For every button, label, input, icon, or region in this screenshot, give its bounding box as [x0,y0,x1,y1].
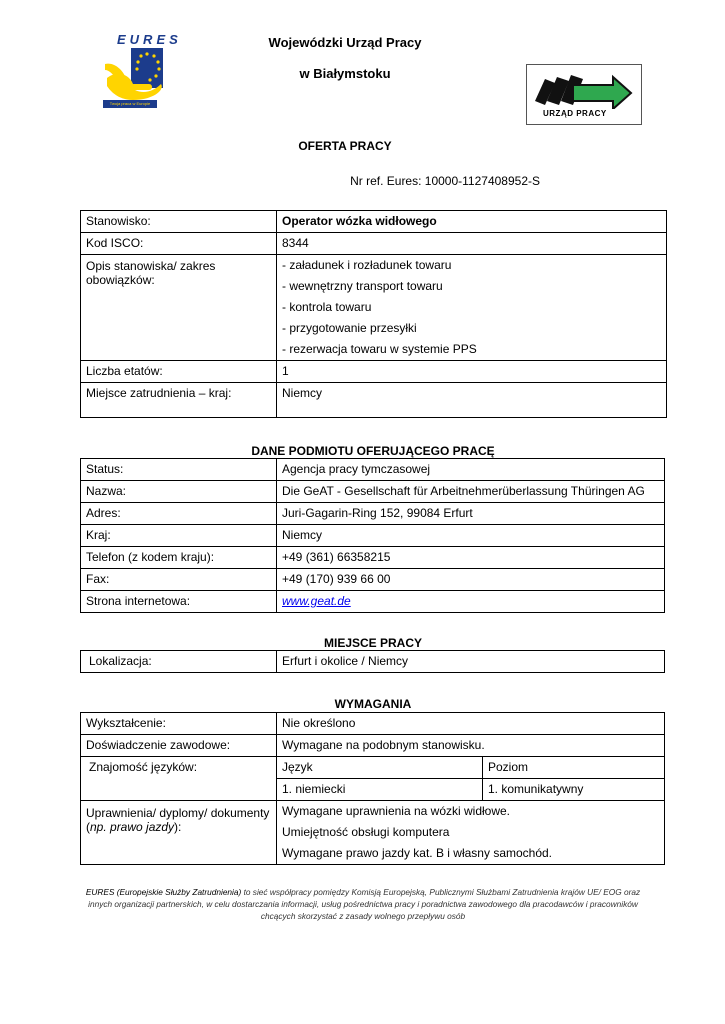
fax-label: Fax: [81,569,277,591]
table-row [81,503,665,525]
job-table [80,210,667,418]
workplace-table [80,650,665,673]
language-level: 1. komunikatywny [483,779,665,801]
reference-number: Nr ref. Eures: 10000-1127408952-S [350,174,540,188]
employer-table [80,458,665,613]
isco-label: Kod ISCO: [81,233,277,255]
address-label: Adres: [81,503,277,525]
eures-tagline: Twoja praca w Europie [103,100,157,108]
level-column-header: Poziom [483,757,665,779]
duty-item: - załadunek i rozładunek towaru [282,258,452,272]
location-value: Erfurt i okolice / Niemcy [277,651,665,673]
permit-item: Umiejętność obsługi komputera [282,825,450,839]
footer-note [80,886,646,922]
languages-label: Znajomość języków: [81,757,277,801]
website-label: Strona internetowa: [81,591,277,613]
name-label: Nazwa: [81,481,277,503]
table-row [81,525,665,547]
table-row [81,713,665,735]
fax-value: +49 (170) 939 66 00 [277,569,665,591]
duty-item: - kontrola towaru [282,300,372,314]
status-label: Status: [81,459,277,481]
phone-value: +49 (361) 66358215 [277,547,665,569]
table-row [81,651,665,673]
name-value: Die GeAT - Gesellschaft für Arbeitnehmerüberlassung Thüringen AG [277,481,665,503]
country-label: Miejsce zatrudnienia – kraj: [81,383,277,418]
position-label: Stanowisko: [81,211,277,233]
country-value: Niemcy [277,383,667,418]
address-value: Juri-Gagarin-Ring 152, 99084 Erfurt [277,503,665,525]
requirements-table [80,712,665,865]
position-value: Operator wózka widłowego [277,211,667,233]
language-column-header: Język [277,757,483,779]
urzad-pracy-logo [526,64,642,125]
education-label: Wykształcenie: [81,713,277,735]
table-row [81,255,667,361]
phone-label: Telefon (z kodem kraju): [81,547,277,569]
duties-list [277,255,667,361]
permits-label-text: Uprawnienia/ dyplomy/ dokumenty ( [86,806,270,834]
table-row [81,211,667,233]
education-value: Nie określono [277,713,665,735]
table-row [81,481,665,503]
table-row [81,383,667,418]
language-name: 1. niemiecki [277,779,483,801]
employer-country-value: Niemcy [277,525,665,547]
table-row [81,547,665,569]
employer-heading: DANE PODMIOTU OFERUJĄCEGO PRACĘ [251,444,495,458]
posts-label: Liczba etatów: [81,361,277,383]
footer-text: to sieć współpracy pomiędzy Komisją Europejską, Publicznymi Służbami Zatrudnienia krajów UE/ EOG oraz innych organizacji partnerskich, w celu dostarczania informacji, usług pośrednictwa pracy i poradnictwa zawodowego dla pracodawców i pracowników chcących skorzystać z zasady wolnego przepływu osób [88,887,641,921]
permits-label [81,801,277,865]
experience-label: Doświadczenie zawodowe: [81,735,277,757]
location-label: Lokalizacja: [81,651,277,673]
permit-item: Wymagane prawo jazdy kat. B i własny samochód. [282,846,553,860]
duties-label: Opis stanowiska/ zakres obowiązków: [81,255,277,361]
document-title: OFERTA PRACY [298,139,392,153]
table-row [81,569,665,591]
duty-item: - przygotowanie przesyłki [282,321,417,335]
requirements-heading: WYMAGANIA [334,697,412,711]
footer-lead: EURES (Europejskie Służby Zatrudnienia) [85,887,242,897]
table-row [81,361,667,383]
table-row [81,591,665,613]
posts-value: 1 [277,361,667,383]
isco-value: 8344 [277,233,667,255]
permits-label-italic: np. prawo jazdy [90,820,175,834]
eures-logo [103,30,182,110]
permits-list [277,801,665,865]
duty-item: - wewnętrzny transport towaru [282,279,443,293]
table-row [81,233,667,255]
table-row [81,757,665,779]
table-row [81,459,665,481]
employer-country-label: Kraj: [81,525,277,547]
permits-label-end: ): [174,820,182,834]
urzad-pracy-text: URZĄD PRACY [543,109,607,118]
website-link[interactable]: www.geat.de [282,594,351,608]
permit-item: Wymagane uprawnienia na wózki widłowe. [282,804,511,818]
table-row [81,801,665,865]
table-row [81,735,665,757]
experience-value: Wymagane na podobnym stanowisku. [277,735,665,757]
workplace-heading: MIEJSCE PRACY [323,636,423,650]
eures-logo-text: EURES [117,32,182,47]
duty-item: - rezerwacja towaru w systemie PPS [282,342,477,356]
status-value: Agencja pracy tymczasowej [277,459,665,481]
office-name-line2: w Białymstoku [299,66,391,81]
office-name-line1: Wojewódzki Urząd Pracy [268,35,422,50]
